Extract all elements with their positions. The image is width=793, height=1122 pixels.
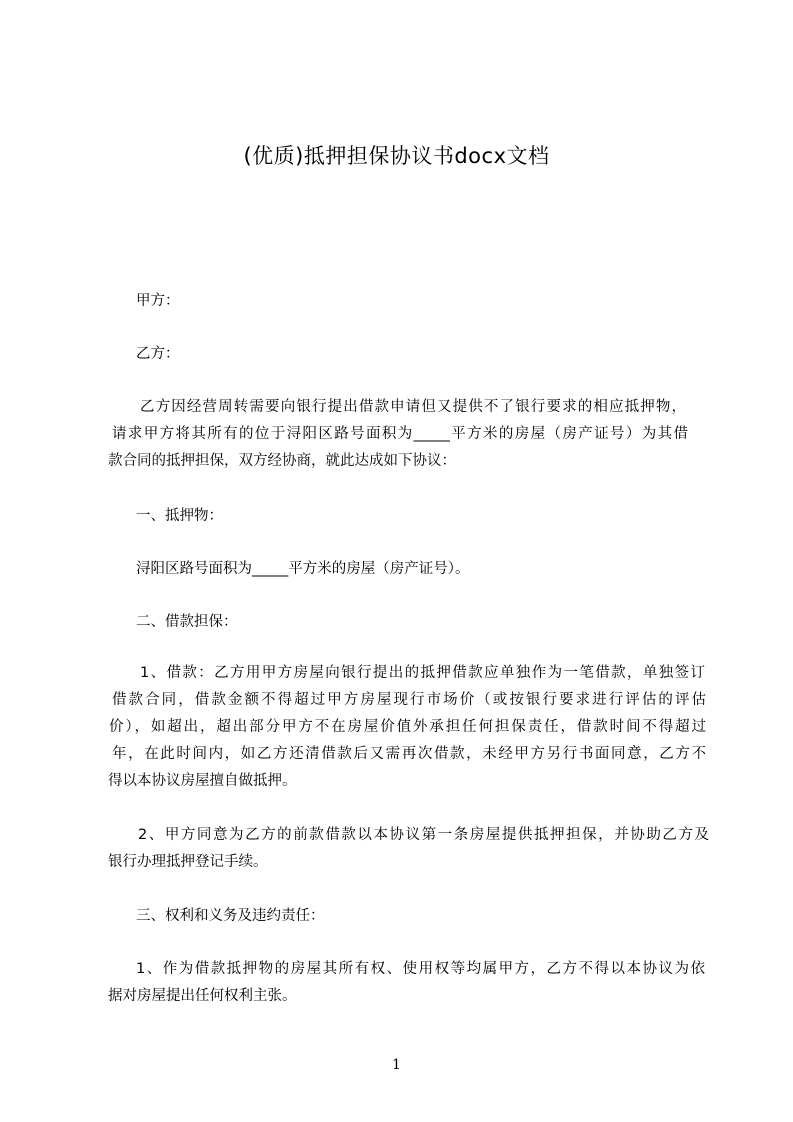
section-3-item-1-line-2: 据对房屋提出任何权利主张。	[108, 988, 297, 1004]
intro-line-3: 款合同的抵押担保，双方经协商，就此达成如下协议：	[108, 453, 456, 469]
party-a-label: 甲方：	[136, 293, 180, 309]
section-2-item-2-line-2: 银行办理抵押登记手续。	[108, 854, 268, 870]
page-number: 1	[392, 1057, 401, 1073]
section-2-item-1-line-3: 价），如超出，超出部分甲方不在房屋价值外承担任何担保责任，借款时间不得超过	[109, 719, 706, 735]
document-title: (优质)抵押担保协议书docx文档	[243, 144, 550, 168]
section-3-item-1-line-1: 1、作为借款抵押物的房屋其所有权、使用权等均属甲方，乙方不得以本协议为依	[136, 961, 705, 977]
section-2-heading: 二、借款担保：	[136, 614, 238, 630]
section-2-item-1-line-2: 借款合同，借款金额不得超过甲方房屋现行市场价（或按银行要求进行评估的评估	[112, 692, 706, 708]
intro-line-1: 乙方因经营周转需要向银行提出借款申请但又提供不了银行要求的相应抵押物，	[140, 399, 686, 415]
party-b-label: 乙方：	[136, 346, 180, 362]
section-2-item-1-line-1: 1、借款：乙方用甲方房屋向银行提出的抵押借款应单独作为一笔借款，单独签订	[140, 665, 705, 681]
section-2-item-2-line-1: 2、甲方同意为乙方的前款借款以本协议第一条房屋提供抵押担保，并协助乙方及	[138, 827, 709, 843]
section-2-item-1-line-5: 得以本协议房屋擅自做抵押。	[108, 773, 297, 789]
section-1-heading: 一、抵押物：	[136, 508, 223, 524]
intro-line-2: 请求甲方将其所有的位于浔阳区路号面积为_____平方米的房屋（房产证号）为其借	[112, 426, 688, 442]
section-3-heading: 三、权利和义务及违约责任：	[136, 908, 325, 924]
section-1-body: 浔阳区路号面积为_____平方米的房屋（房产证号）。	[136, 561, 470, 577]
section-2-item-1-line-4: 年，在此时间内，如乙方还清借款后又需再次借款，未经甲方另行书面同意，乙方不	[112, 746, 706, 762]
